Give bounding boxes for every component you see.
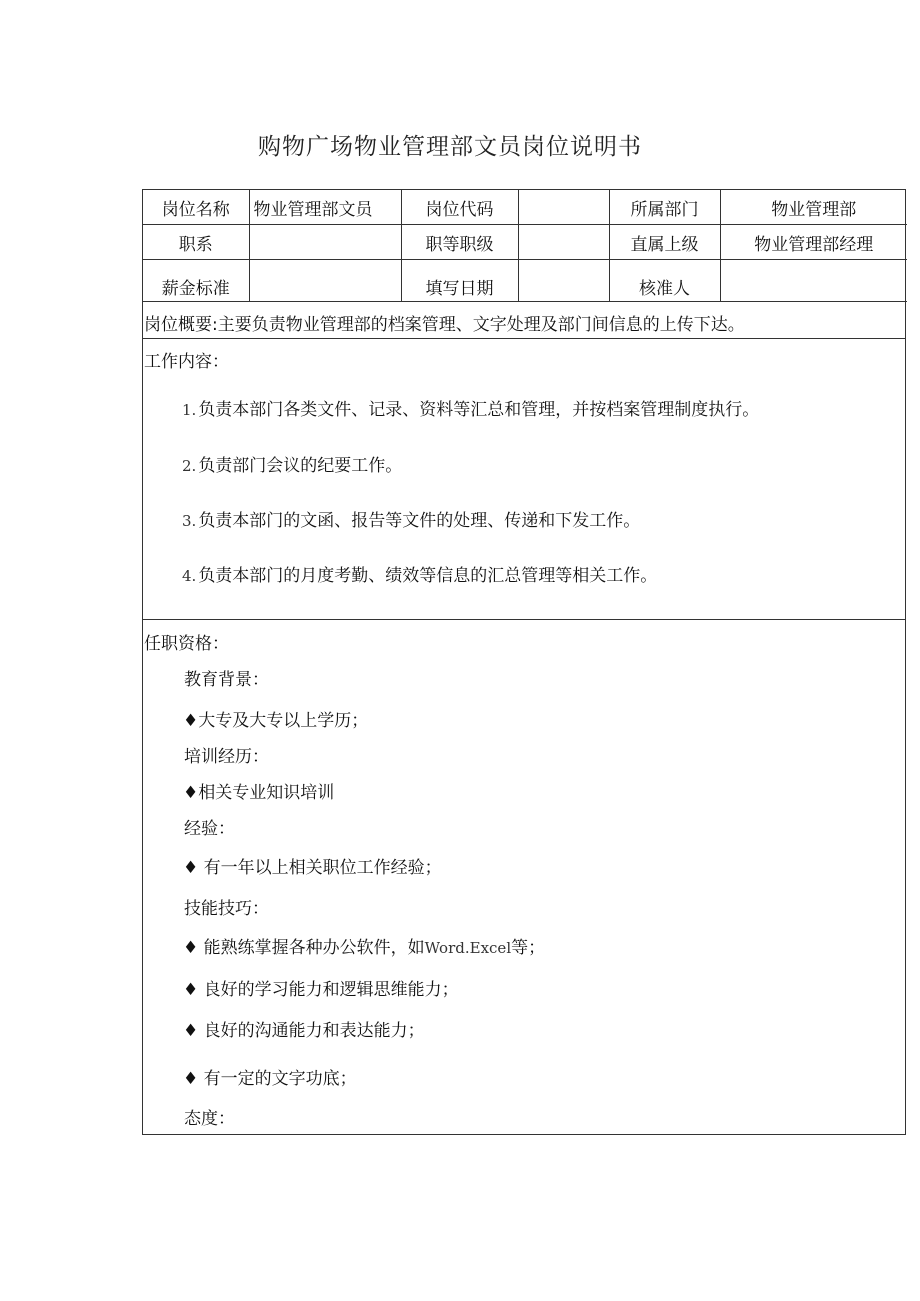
experience-item: ♦ 有一年以上相关职位工作经验； [183,858,442,878]
list-item [182,506,640,531]
job-code-value [518,190,609,225]
table-row [143,225,907,260]
list-item [182,395,759,420]
skills-item-writing: ♦ 有一定的文字功底； [183,1069,357,1089]
skills-item-learning: ♦ 良好的学习能力和逻辑思维能力； [183,980,459,1000]
job-description-form [142,189,906,1135]
item-text: 负责部门会议的纪要工作。 [198,456,403,476]
training-item: ♦相关专业知识培训 [183,783,335,803]
job-family-label: 职系 [143,225,249,260]
item-number: 4. [182,567,197,585]
skills-item-text: ♦ 能熟练掌握各种办公软件，如 [183,938,425,958]
list-item [182,561,657,586]
work-content-section [143,339,905,620]
document-title: 购物广场物业管理部文员岗位说明书 [258,134,642,160]
approver-label: 核准人 [609,260,720,302]
job-info-table [143,190,907,302]
skills-label: 技能技巧： [184,899,269,919]
education-item: ♦大专及大专以上学历； [183,711,369,731]
work-content-heading: 工作内容： [144,352,229,372]
table-row [143,260,907,302]
job-summary: 岗位概要:主要负责物业管理部的档案管理、文字处理及部门间信息的上传下达。 [143,302,905,339]
item-text: 负责本部门的月度考勤、绩效等信息的汇总管理等相关工作。 [198,566,658,586]
fill-date-value [518,260,609,302]
item-number: 1. [182,401,197,419]
table-row [143,190,907,225]
job-code-label: 岗位代码 [401,190,518,225]
item-text: 负责本部门的文函、报告等文件的处理、传递和下发工作。 [198,511,641,531]
grade-label: 职等职级 [401,225,518,260]
qualification-heading: 任职资格： [144,634,229,654]
list-item [182,451,402,476]
job-family-value [249,225,401,260]
attitude-label: 态度： [184,1109,235,1129]
fill-date-label: 填写日期 [401,260,518,302]
job-title-value: 物业管理部文员 [249,190,401,225]
job-title-label: 岗位名称 [143,190,249,225]
approver-value [720,260,907,302]
education-label: 教育背景： [184,670,269,690]
software-names: Word.Excel [424,939,512,957]
grade-value [518,225,609,260]
salary-label: 薪金标准 [143,260,249,302]
experience-label: 经验： [184,819,235,839]
skills-item-office-software [183,933,545,958]
skills-item-communication: ♦ 良好的沟通能力和表达能力； [183,1021,425,1041]
skills-item-suffix: 等； [511,938,546,958]
supervisor-value: 物业管理部经理 [720,225,907,260]
qualification-section [143,620,905,1134]
supervisor-label: 直属上级 [609,225,720,260]
salary-value [249,260,401,302]
item-number: 2. [182,457,197,475]
training-label: 培训经历： [184,747,269,767]
department-label: 所属部门 [609,190,720,225]
item-text: 负责本部门各类文件、记录、资料等汇总和管理，并按档案管理制度执行。 [198,400,760,420]
item-number: 3. [182,512,197,530]
department-value: 物业管理部 [720,190,907,225]
